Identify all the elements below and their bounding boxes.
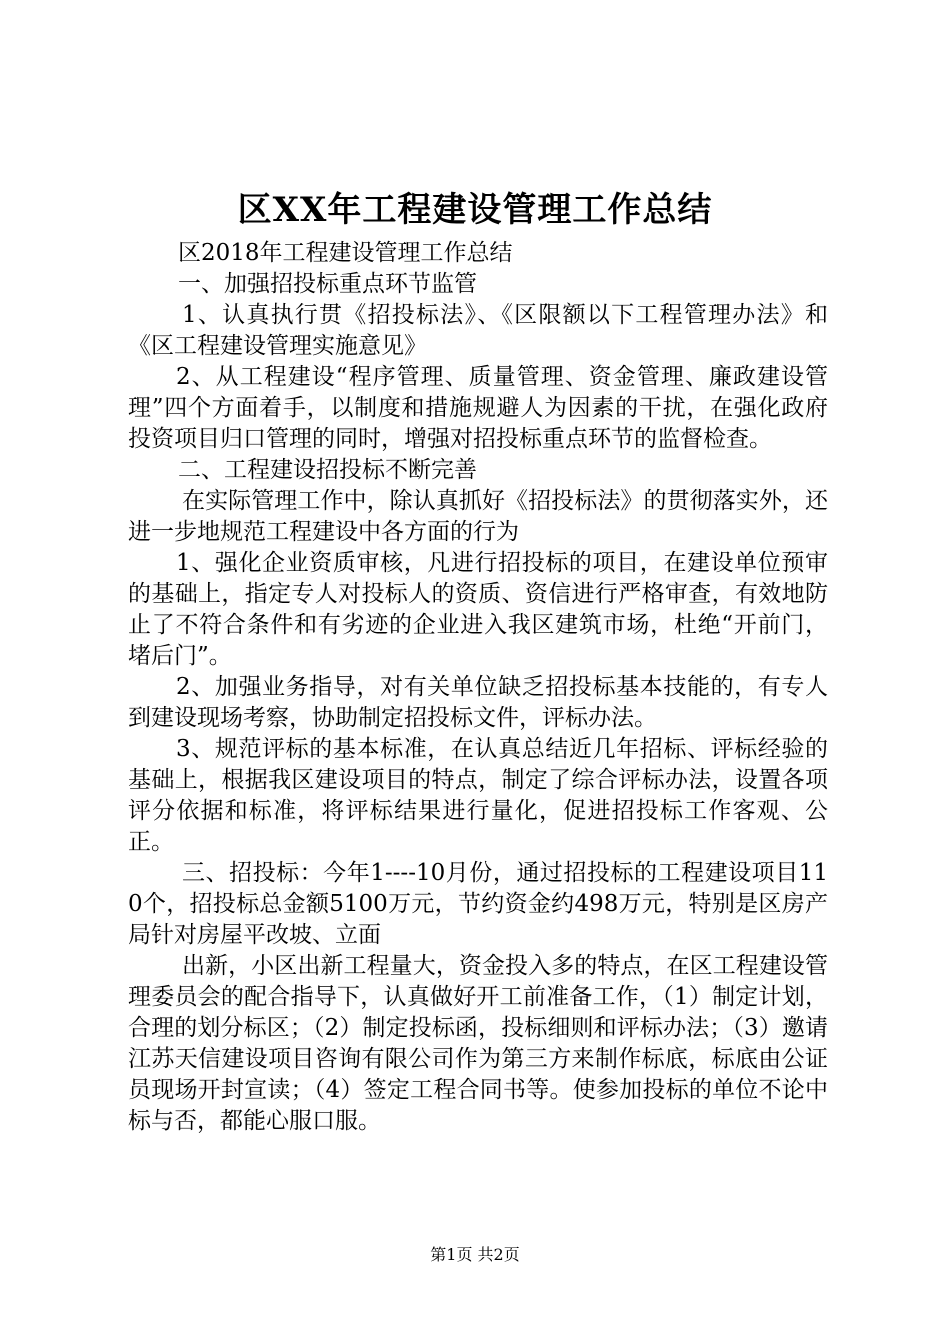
paragraph-section-3-body: 出新，小区出新工程量大，资金投入多的特点，在区工程建设管理委员会的配合指导下，认真做好开工前准备工作，（1）制定计划，合理的划分标区；（2）制定投标函，投标细则和评标办法；（3）邀请江苏天信建设项目咨询有限公司作为第三方来制作标底，标底由公证员现场开封宣读；（4）签定工程合同书等。使参加投标的单位不论中标与否，都能心服口服。	[128, 953, 828, 1134]
paragraph-section-2-item-1: 1、强化企业资质审核，凡进行招投标的项目，在建设单位预审的基础上，指定专人对投标人的资质、资信进行严格审查，有效地防止了不符合条件和有劣迹的企业进入我区建筑市场，杜绝“开前门，堵后门”。	[128, 550, 828, 669]
paragraph-section-2-item-2: 2、加强业务指导，对有关单位缺乏招投标基本技能的，有专人到建设现场考察，协助制定招投标文件，评标办法。	[128, 674, 828, 731]
paragraph-section-1-item-2: 2、从工程建设“程序管理、质量管理、资金管理、廉政建设管理”四个方面着手，以制度和措施规避人为因素的干扰，在强化政府投资项目归口管理的同时，增强对招投标重点环节的监督检查。	[128, 364, 828, 452]
paragraph-section-2-item-3: 3、规范评标的基本标准，在认真总结近几年招标、评标经验的基础上，根据我区建设项目的特点，制定了综合评标办法，设置各项评分依据和标准，将评标结果进行量化，促进招投标工作客观、公正。	[128, 736, 828, 855]
paragraph-section-2-intro: 在实际管理工作中，除认真抓好《招投标法》的贯彻落实外，还进一步地规范工程建设中各方面的行为	[128, 488, 828, 545]
document-title: 区XX年工程建设管理工作总结	[237, 190, 713, 230]
paragraph-section-3-heading: 三、招投标：今年1----10月份，通过招投标的工程建设项目110个，招投标总金额5100万元，节约资金约498万元，特别是区房产局针对房屋平改坡、立面	[128, 860, 828, 948]
paragraph-subtitle: 区2018年工程建设管理工作总结	[178, 240, 513, 266]
paragraph-section-1-heading: 一、加强招投标重点环节监管	[178, 271, 477, 297]
document-body	[128, 238, 828, 1137]
paragraph-section-2-heading: 二、工程建设招投标不断完善	[178, 457, 477, 483]
page-footer: 第1页 共2页	[430, 1245, 520, 1264]
paragraph-section-1-item-1: 1、认真执行贯《招投标法》、《区限额以下工程管理办法》和《区工程建设管理实施意见》	[128, 302, 828, 359]
